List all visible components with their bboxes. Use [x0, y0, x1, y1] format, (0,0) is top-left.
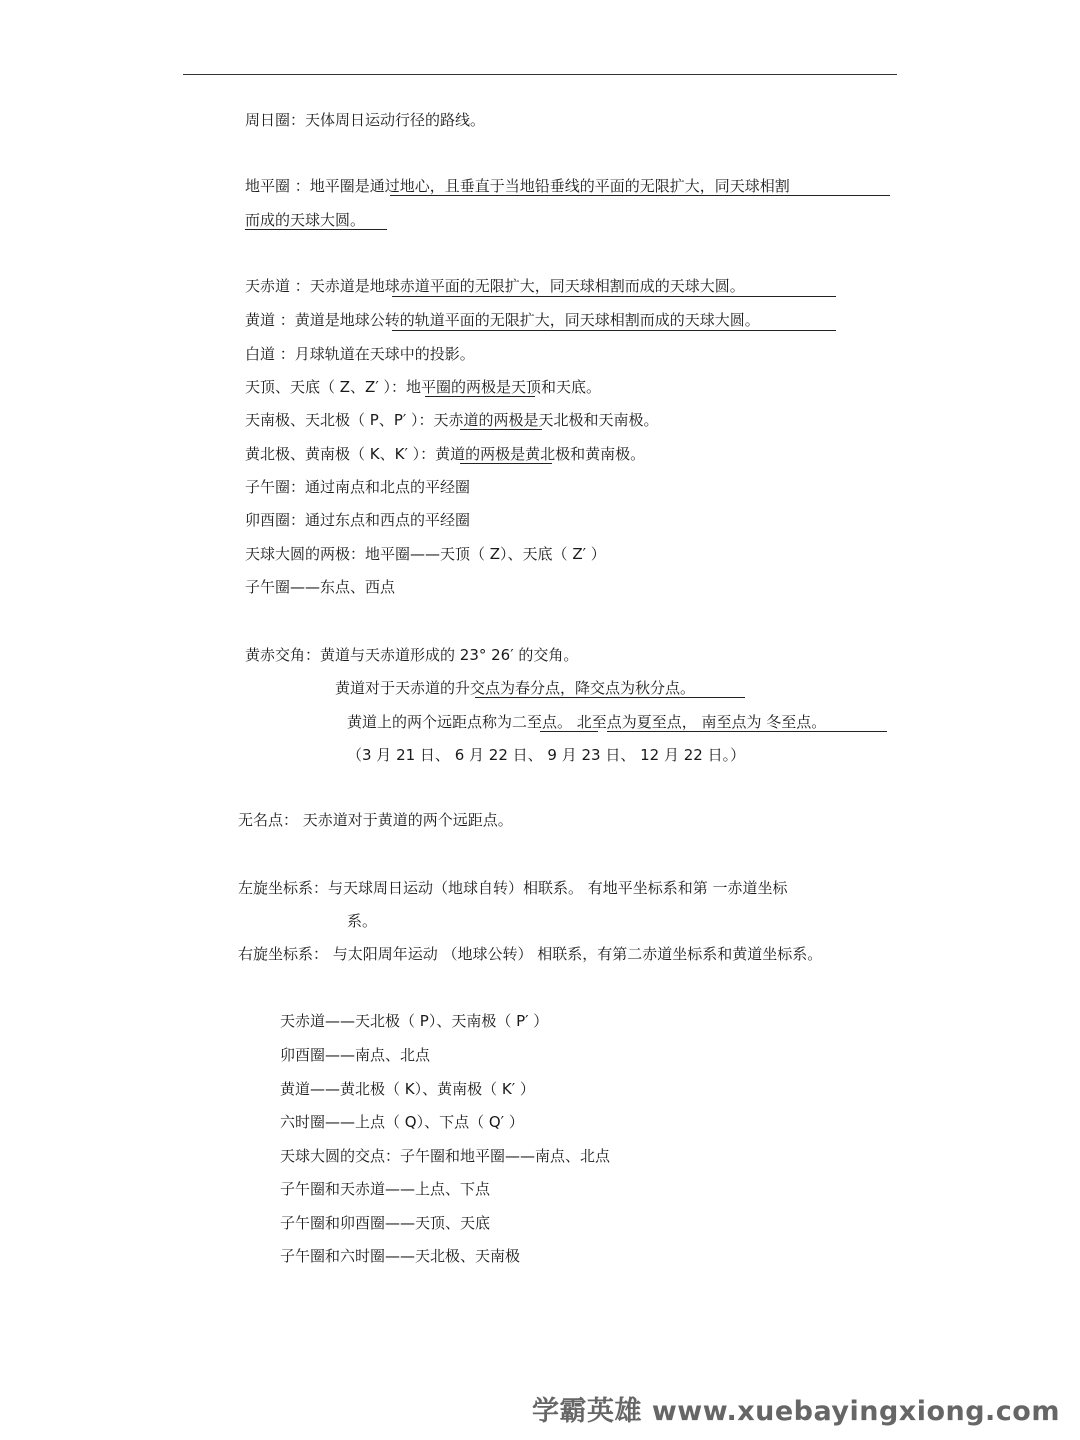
text-line: 子午圈：通过南点和北点的平经圈	[245, 478, 471, 496]
text-line: 卯酉圈——南点、北点	[280, 1046, 431, 1064]
text-line: 而成的天球大圆。	[245, 211, 366, 229]
text-line: 系。	[347, 912, 378, 930]
text-line: 地平圈 ：地平圈是通过地心，且垂直于当地铅垂线的平面的无限扩大，同天球相割	[245, 177, 790, 195]
text-line: 无名点： 天赤道对于黄道的两个远距点。	[238, 811, 513, 829]
text-line: 左旋坐标系：与天球周日运动（地球自转）相联系。 有地平坐标系和第 一赤道坐标	[238, 879, 788, 897]
underline	[460, 463, 552, 464]
text-line: 黄赤交角：黄道与天赤道形成的 23° 26′ 的交角。	[245, 646, 579, 664]
text-line: 黄道上的两个远距点称为二至点。 北至点为夏至点， 南至点为 冬至点。	[347, 713, 827, 731]
text-line: 天顶、天底（ Z、Z′ ）：地平圈的两极是天顶和天底。	[245, 378, 601, 396]
underline	[245, 229, 387, 230]
text-line: 子午圈——东点、西点	[245, 578, 396, 596]
underline	[425, 396, 535, 397]
underline	[392, 296, 836, 297]
text-line: 天赤道——天北极（ P）、天南极（ P′ ）	[280, 1012, 549, 1030]
text-line: 黄道 ：黄道是地球公转的轨道平面的无限扩大，同天球相割而成的天球大圆。	[245, 311, 760, 329]
underline	[460, 429, 542, 430]
text-line: 白道 ：月球轨道在天球中的投影。	[245, 345, 475, 363]
text-line: 黄道——黄北极（ K）、黄南极（ K′ ）	[280, 1080, 535, 1098]
text-line: 卯酉圈：通过东点和西点的平经圈	[245, 511, 471, 529]
watermark-footer: 学霸英雄 www.xuebayingxiong.com	[531, 1396, 1060, 1427]
underline	[540, 731, 598, 732]
text-line: 子午圈和六时圈——天北极、天南极	[280, 1247, 521, 1265]
text-line: 子午圈和卯酉圈——天顶、天底	[280, 1214, 491, 1232]
text-line: 天赤道 ：天赤道是地球赤道平面的无限扩大，同天球相割而成的天球大圆。	[245, 277, 745, 295]
text-line: （3 月 21 日、 6 月 22 日、 9 月 23 日、 12 月 22 日。）	[347, 746, 746, 764]
underline	[390, 195, 890, 196]
text-line: 天南极、天北极（ P、P′ ）：天赤道的两极是天北极和天南极。	[245, 411, 659, 429]
top-rule	[183, 74, 897, 75]
text-line: 周日圈：天体周日运动行径的路线。	[245, 111, 486, 129]
underline	[607, 731, 887, 732]
text-line: 天球大圆的两极：地平圈——天顶（ Z）、天底（ Z′ ）	[245, 545, 606, 563]
text-line: 子午圈和天赤道——上点、下点	[280, 1180, 491, 1198]
text-line: 六时圈——上点（ Q）、下点（ Q′ ）	[280, 1113, 524, 1131]
text-line: 黄北极、黄南极（ K、K′ ）：黄道的两极是黄北极和黄南极。	[245, 445, 646, 463]
text-line: 黄道对于天赤道的升交点为春分点，降交点为秋分点。	[335, 679, 696, 697]
text-line: 天球大圆的交点：子午圈和地平圈——南点、北点	[280, 1147, 611, 1165]
text-line: 右旋坐标系： 与太阳周年运动 （地球公转） 相联系，有第二赤道坐标系和黄道坐标系。	[238, 945, 823, 963]
underline	[475, 697, 745, 698]
underline	[392, 330, 836, 331]
